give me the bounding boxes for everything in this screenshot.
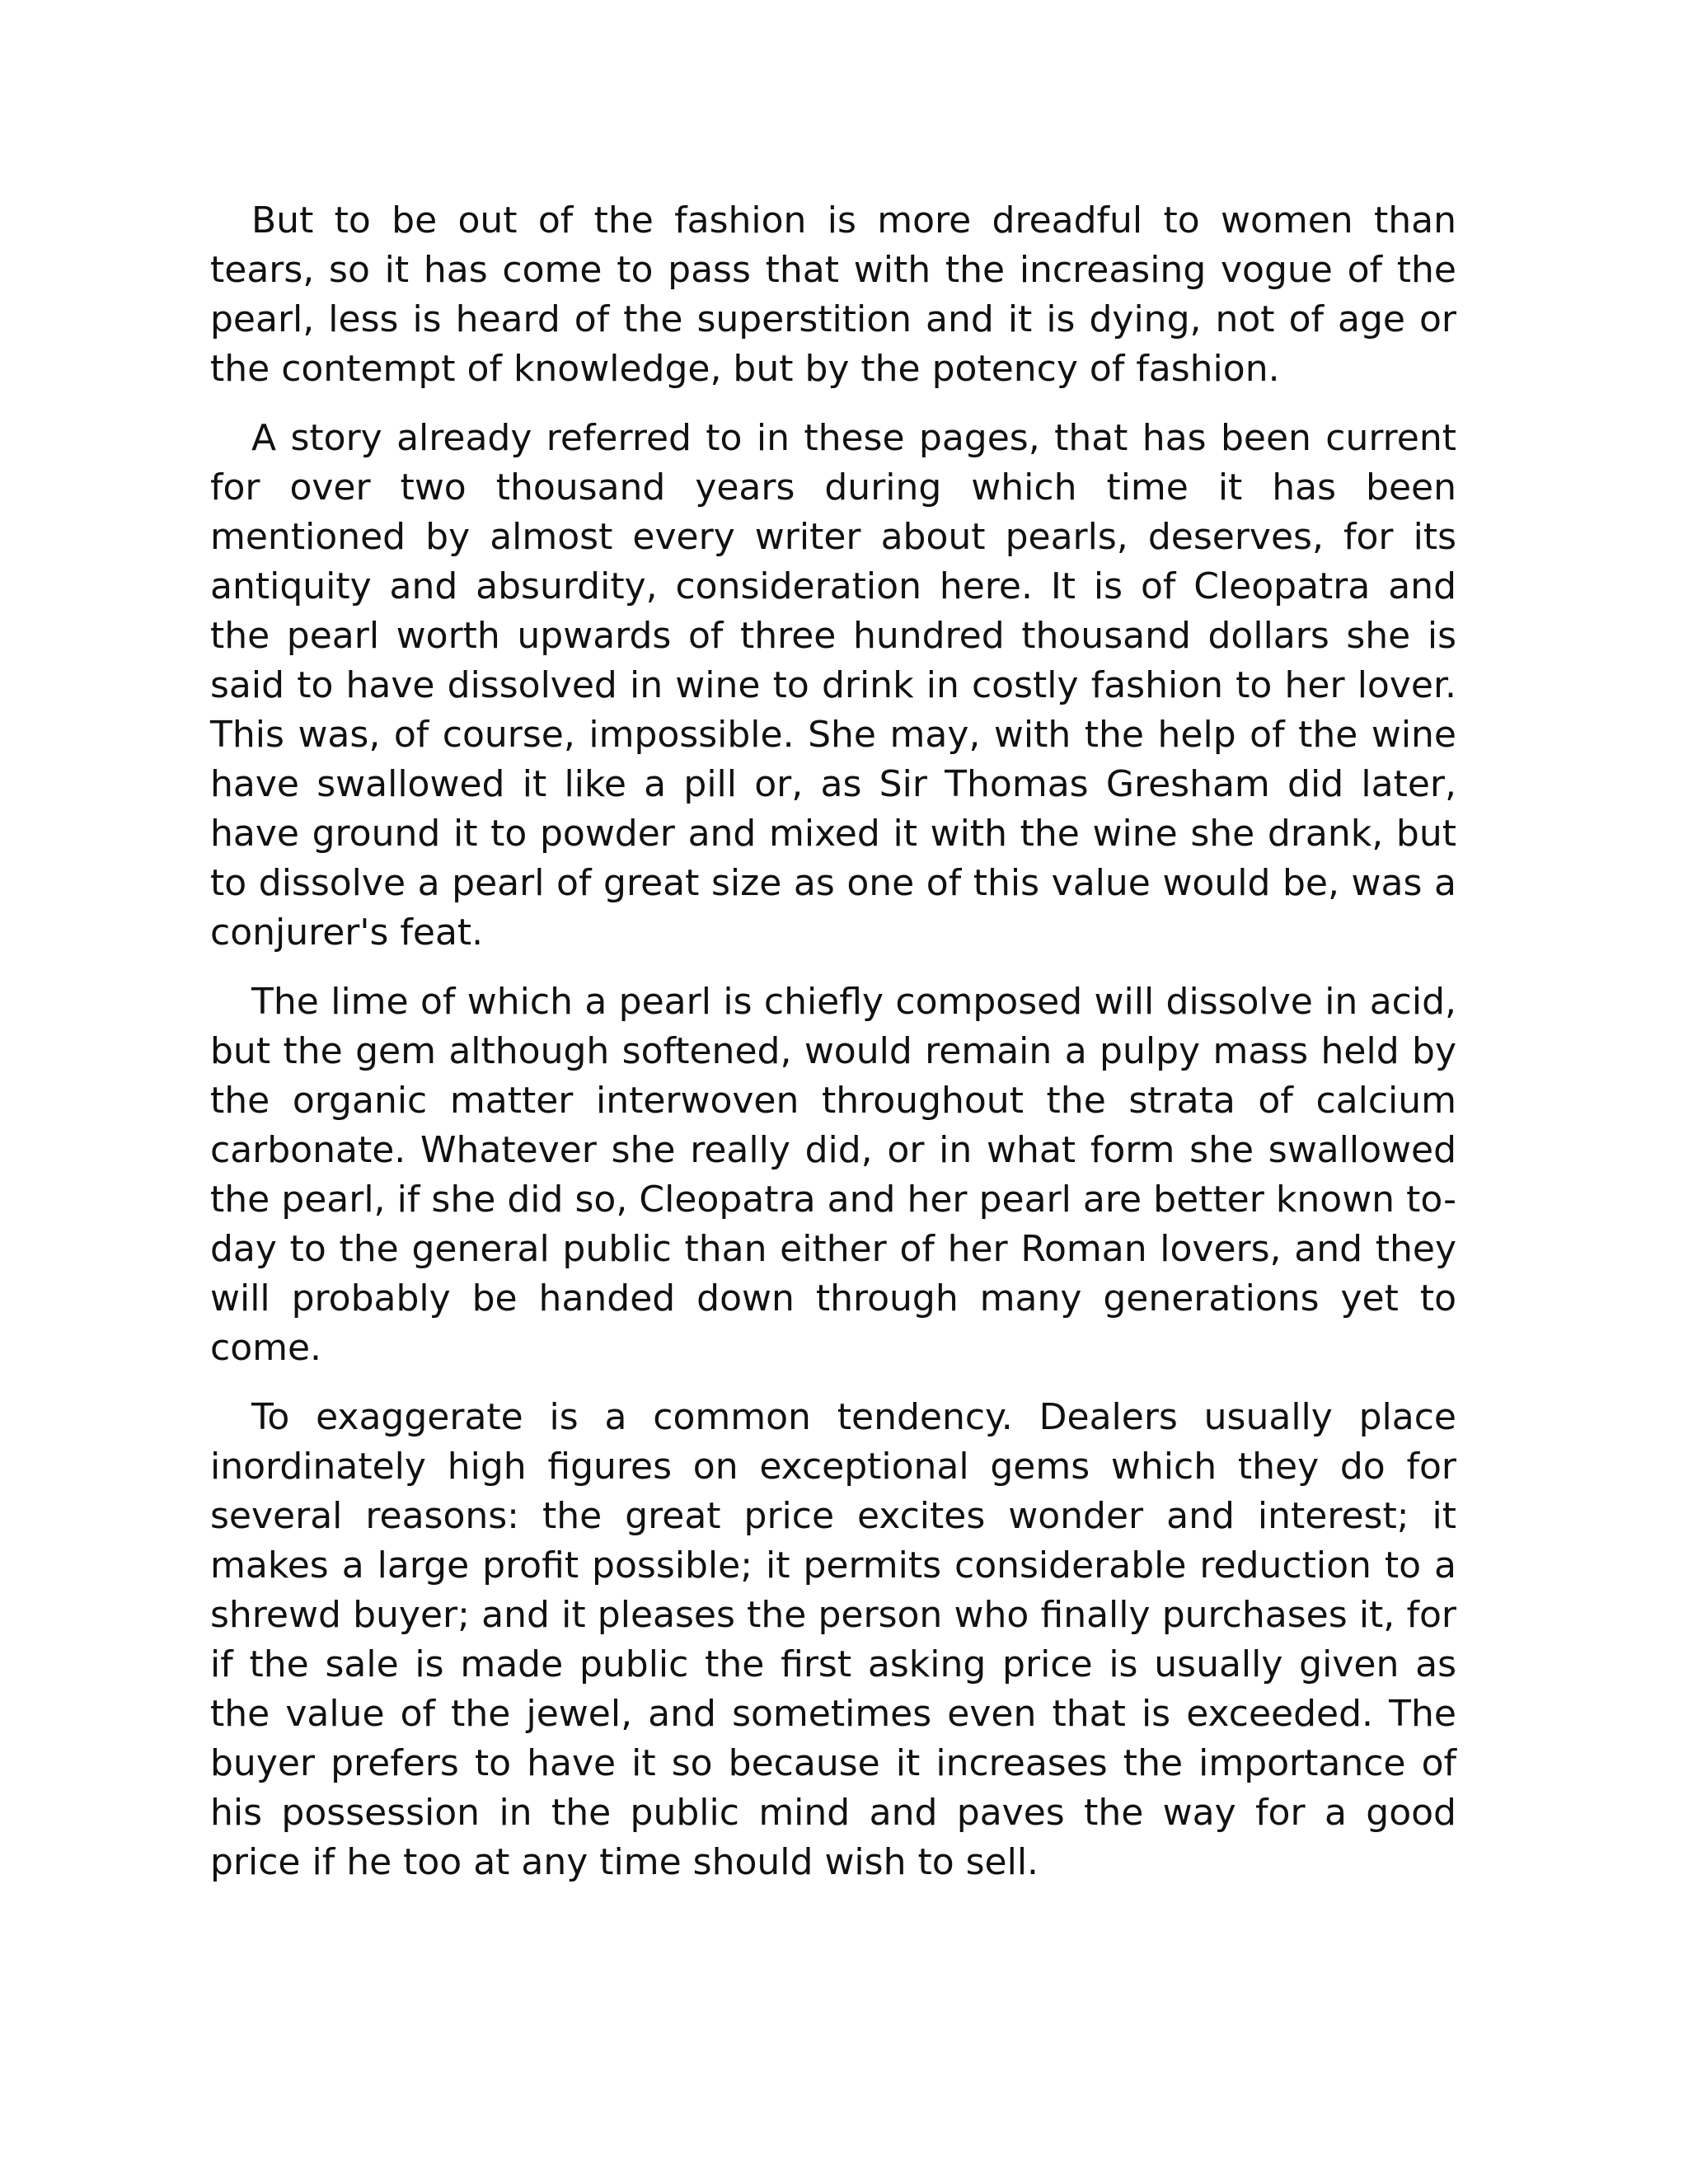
paragraph-fashion: But to be out of the fashion is more dreadful to women than tears, so it has come to pass that with the increasing vogue of the pearl, less is heard of the superstition and it is dying, not of age or the contempt of knowledge, but by the potency of fashion. xyxy=(210,199,1456,390)
paragraph-lime-dissolve: The lime of which a pearl is chiefly composed will dissolve in acid, but the gem although softened, would remain a pulpy mass held by the organic matter interwoven throughout the strata of calcium carbonate. Whatever she really did, or in what form she swallowed the pearl, if she did so, Cleopatra and her pearl are better known to-day to the general public than either of her Roman lovers, and they will probably be handed down through many generations yet to come. xyxy=(210,981,1456,1369)
paragraph-cleopatra-story: A story already referred to in these pages, that has been current for over two thousand years during which time it has been mentioned by almost every writer about pearls, deserves, for its antiquity and absurdity, consideration here. It is of Cleopatra and the pearl worth upwards of three hundred thousand dollars she is said to have dissolved in wine to drink in costly fashion to her lover. This was, of course, impossible. She may, with the help of the wine have swallowed it like a pill or, as Sir Thomas Gresham did later, have ground it to powder and mixed it with the wine she drank, but to dissolve a pearl of great size as one of this value would be, was a conjurer's feat. xyxy=(210,417,1456,954)
body-text xyxy=(210,196,1456,1907)
paragraph-exaggeration: To exaggerate is a common tendency. Dealers usually place inordinately high figures on exceptional gems which they do for several reasons: the great price excites wonder and interest; it makes a large profit possible; it permits considerable reduction to a shrewd buyer; and it pleases the person who finally purchases it, for if the sale is made public the first asking price is usually given as the value of the jewel, and sometimes even that is exceeded. The buyer prefers to have it so because it increases the importance of his possession in the public mind and paves the way for a good price if he too at any time should wish to sell. xyxy=(210,1396,1456,1883)
